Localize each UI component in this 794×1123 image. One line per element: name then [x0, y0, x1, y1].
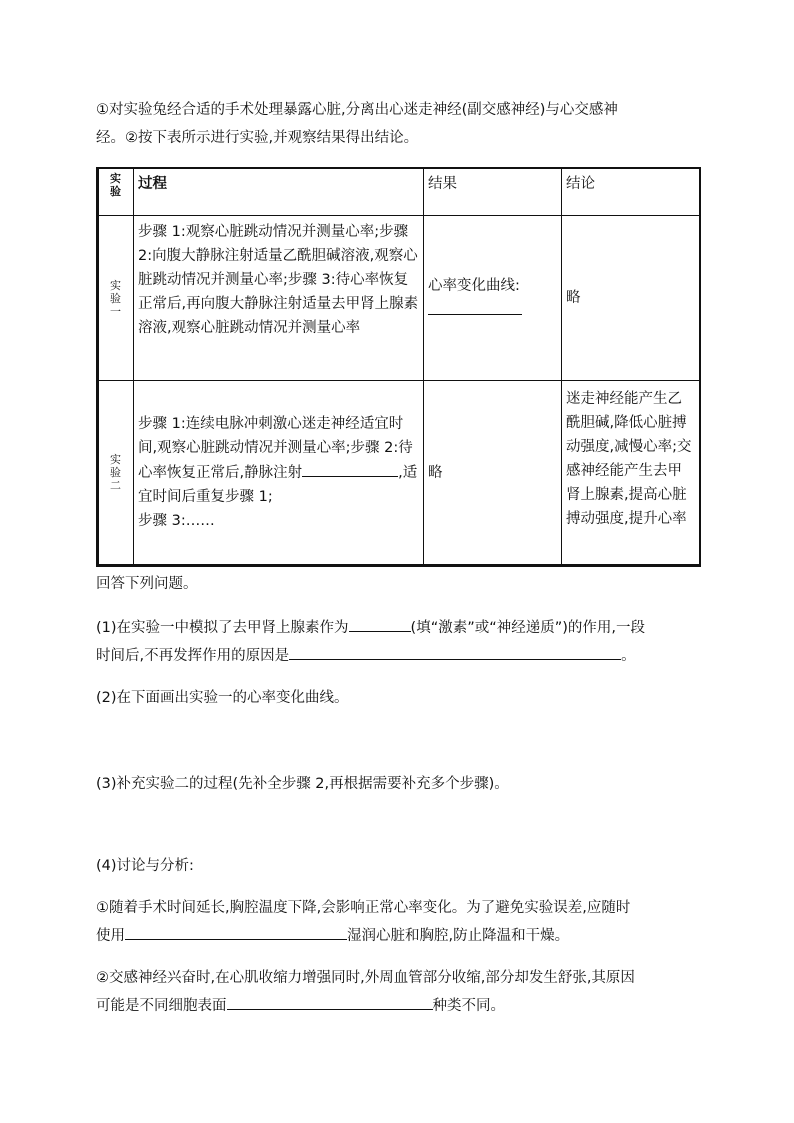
conclusion-experiment-2: 迷走神经能产生乙酰胆碱,降低心脏搏动强度,减慢心率;交感神经能产生去甲肾上腺素,提高心脏搏动强度,提升心率: [562, 381, 700, 566]
question-4-item-1: ①随着手术时间延长,胸腔温度下降,会影响正常心率变化。为了避免实验误差,应随时 使用 湿润心脏和胸腔,防止降温和干燥。: [96, 900, 631, 944]
answer-prompt: 回答下列问题。: [96, 576, 198, 592]
answer-blank: [428, 298, 522, 315]
answer-blank: [289, 643, 621, 660]
header-experiment: 实验: [98, 168, 134, 216]
answer-blank: [125, 923, 347, 940]
result-label: 心率变化曲线:: [428, 277, 520, 294]
intro-line-2: 经。②按下表所示进行实验,并观察结果得出结论。: [96, 130, 419, 146]
conclusion-experiment-1: 略: [562, 216, 700, 381]
header-conclusion: 结论: [562, 168, 700, 216]
answer-blank: [227, 993, 433, 1010]
result-experiment-1: [424, 216, 562, 381]
experiment-table: [96, 167, 701, 567]
table-row: [98, 216, 700, 381]
intro-line-1: ①对实验兔经合适的手术处理暴露心脏,分离出心迷走神经(副交感神经)与心交感神: [96, 102, 618, 118]
intro-paragraph: [96, 96, 701, 152]
result-experiment-2: 略: [424, 381, 562, 566]
row-label-experiment-1: 实验一: [98, 216, 134, 381]
header-result: 结果: [424, 168, 562, 216]
question-3: (3)补充实验二的过程(先补全步骤 2,再根据需要补充多个步骤)。: [96, 776, 509, 792]
process-experiment-2: 步骤 1:连续电脉冲刺激心迷走神经适宜时间,观察心脏跳动情况并测量心率;步骤 2:待心率恢复正常后,静脉注射 ,适宜时间后重复步骤 1; 步骤 3:……: [134, 381, 424, 566]
answer-blank: [302, 460, 398, 477]
answer-blank: [349, 615, 411, 632]
table-row: [98, 381, 700, 566]
question-4-item-2: ②交感神经兴奋时,在心肌收缩力增强同时,外周血管部分收缩,部分却发生舒张,其原因 可能是不同细胞表面 种类不同。: [96, 970, 635, 1014]
process-experiment-1: 步骤 1:观察心脏跳动情况并测量心率;步骤 2:向腹大静脉注射适量乙酰胆碱溶液,观察心脏跳动情况并测量心率;步骤 3:待心率恢复正常后,再向腹大静脉注射适量去甲肾上腺素溶液,观察心脏跳动情况并测量心率: [134, 216, 424, 381]
row-label-experiment-2: 实验二: [98, 381, 134, 566]
question-4-title: (4)讨论与分析:: [96, 858, 194, 874]
question-2: (2)在下面画出实验一的心率变化曲线。: [96, 690, 349, 706]
header-process: 过程: [134, 168, 424, 216]
question-1: (1)在实验一中模拟了去甲肾上腺素作为 (填“激素”或“神经递质”)的作用,一段 时间后,不再发挥作用的原因是 。: [96, 614, 701, 670]
table-header-row: [98, 168, 700, 216]
